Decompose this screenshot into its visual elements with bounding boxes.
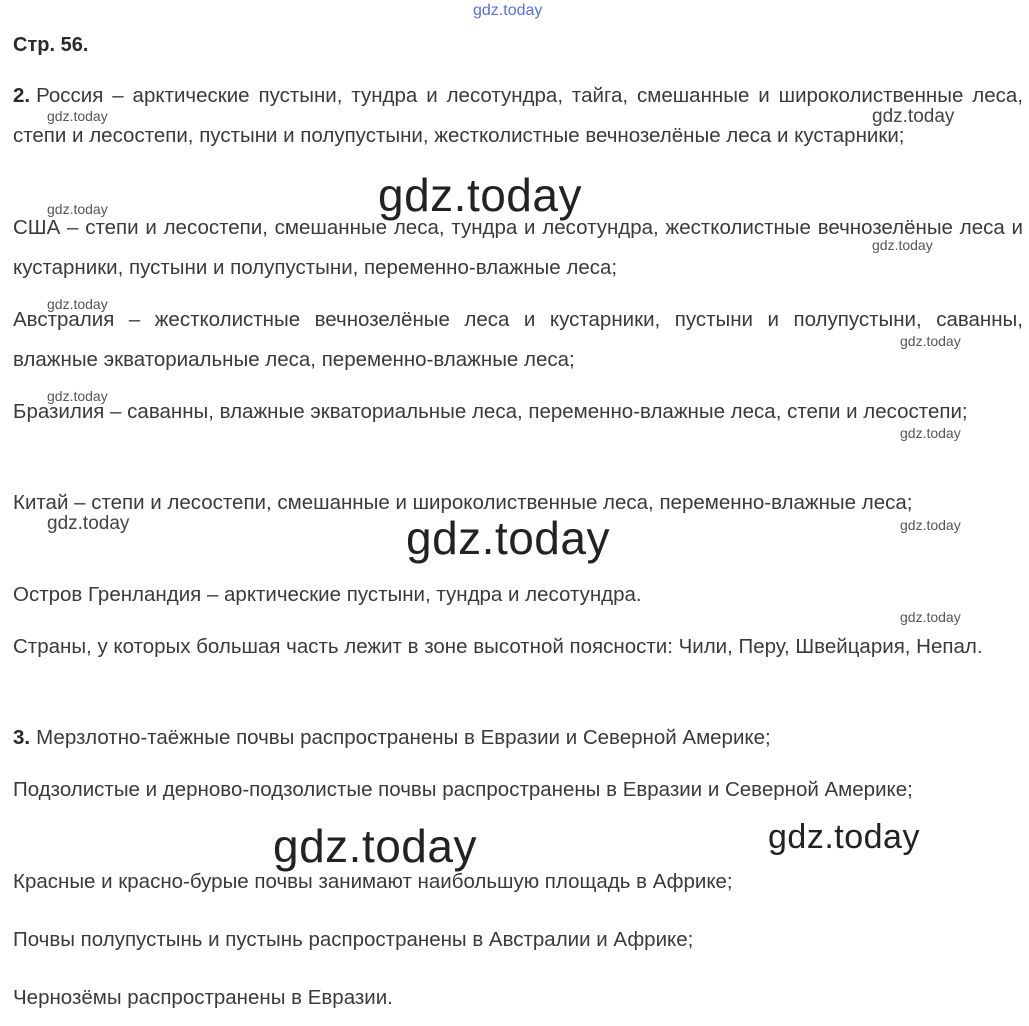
task-number-2: 2. — [13, 84, 31, 107]
answer-china: Китай – степи и лесостепи, смешанные и широколиственные леса, переменно-влажные леса; — [13, 491, 913, 514]
watermark-small: gdz.today — [47, 201, 108, 217]
answer-red: Красные и красно-бурые почвы занимают наибольшую площадь в Африке; — [13, 870, 733, 893]
watermark-small: gdz.today — [47, 513, 130, 534]
watermark-small: gdz.today — [900, 609, 961, 625]
task-number-3: 3. — [13, 726, 31, 749]
watermark-small: gdz.today — [872, 237, 933, 253]
watermark-small: gdz.today — [900, 425, 961, 441]
answer-altitude: Страны, у которых большая часть лежит в зоне высотной поясности: Чили, Перу, Швейцария, Непал. — [13, 635, 983, 658]
watermark-large: gdz.today — [406, 512, 610, 564]
answer-desert: Почвы полупустынь и пустынь распространены в Австралии и Африке; — [13, 928, 694, 951]
answer-podzol: Подзолистые и дерново-подзолистые почвы распространены в Евразии и Северной Америке; — [13, 778, 913, 801]
watermark-large: gdz.today — [768, 818, 920, 856]
watermark-small: gdz.today — [900, 517, 961, 533]
answer-brazil: Бразилия – саванны, влажные экваториальные леса, переменно-влажные леса, степи и лесостепи; — [13, 400, 968, 423]
answer-permafrost — [13, 718, 1023, 758]
watermark-small: gdz.today — [872, 106, 955, 127]
answer-permafrost-text: Мерзлотно-таёжные почвы распространены в Евразии и Северной Америке; — [36, 726, 771, 749]
top-watermark: gdz.today — [473, 2, 543, 19]
page-heading: Стр. 56. — [13, 34, 89, 56]
answer-australia: Австралия – жестколистные вечнозелёные леса и кустарники, пустыни и полупустыни, саванны, влажные экваториальные леса, переменно-влажные леса; — [13, 308, 1023, 371]
watermark-large: gdz.today — [273, 820, 477, 872]
watermark-small: gdz.today — [47, 388, 108, 404]
watermark-small: gdz.today — [900, 333, 961, 349]
answer-usa: США – степи и лесостепи, смешанные леса, тундра и лесотундра, жестколистные вечнозелёные леса и кустарники, пустыни и полупустыни, переменно-влажные леса; — [13, 216, 1023, 279]
watermark-small: gdz.today — [47, 296, 108, 312]
answer-chernozem: Чернозёмы распространены в Евразии. — [13, 986, 393, 1009]
watermark-large: gdz.today — [378, 169, 582, 221]
answer-russia-text: Россия – арктические пустыни, тундра и лесотундра, тайга, смешанные и широколиственные леса, степи и лесостепи, пустыни и полупустыни, жестколистные вечнозелёные леса и кустарники; — [13, 84, 1023, 147]
watermark-small: gdz.today — [47, 108, 108, 124]
answer-greenland: Остров Гренландия – арктические пустыни, тундра и лесотундра. — [13, 583, 642, 606]
